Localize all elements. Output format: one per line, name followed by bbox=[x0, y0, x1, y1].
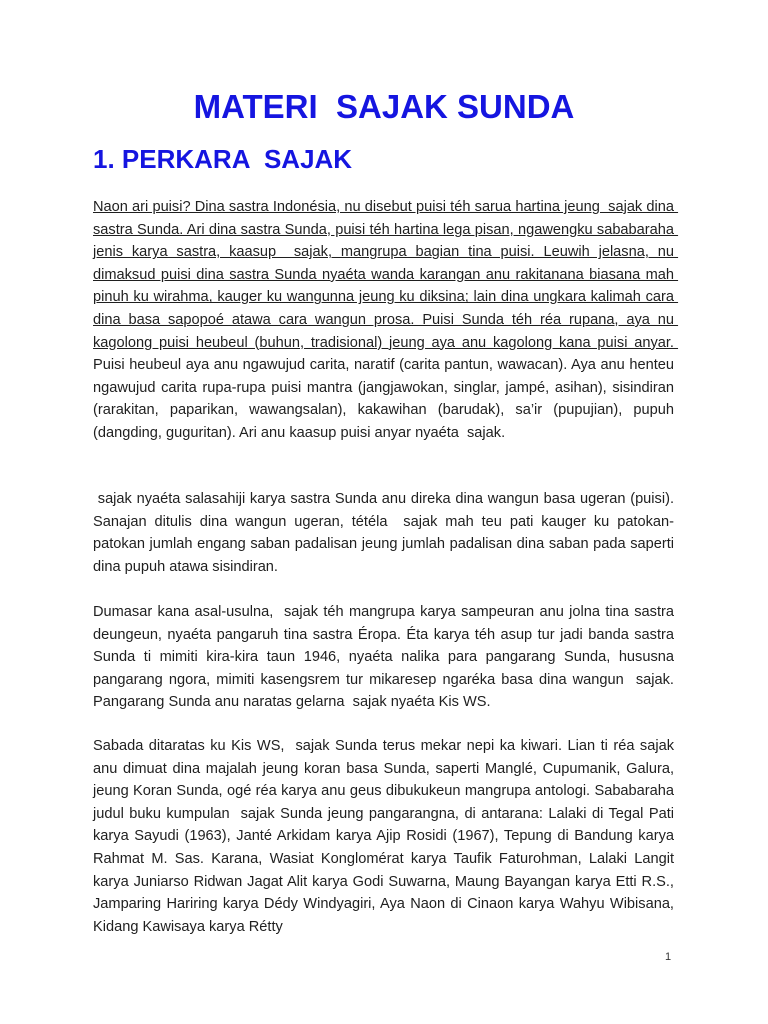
underlined-text: Naon ari puisi? Dina sastra Indonésia, nu disebut puisi téh sarua hartina jeung sajak dina sastra Sunda. Ari dina sastra Sunda, puisi téh hartina lega pisan, ngawengku sababaraha jenis karya sastra, kaasup sajak, mangrupa bagian tina puisi. Leuwih jelasna, nu dimaksud puisi dina sastra Sunda nyaéta wanda karangan anu rakitanana biasana mah pinuh ku wirahma, kauger ku wangunna jeung ku diksina; lain dina ungkara kalimah cara dina basa sapopoé atawa cara wangun prosa. Puisi Sunda téh réa rupana, aya nu kagolong puisi heubeul (buhun, tradisional) jeung aya anu kagolong kana puisi anyar. bbox=[93, 199, 679, 351]
document-title: MATERI SAJAK SUNDA bbox=[193, 88, 575, 125]
paragraph-3: Dumasar kana asal-usulna, sajak téh mangrupa karya sampeuran anu jolna tina sastra deungeun, nyaéta pangaruh tina sastra Éropa. Éta karya téh asup tur jadi banda sastra Sunda ti mimiti kira-kira taun 1946, nyaéta nalika para pangarang Sunda, hususna pangarang ngora, mimiti kasengsrem tur mikaresep ngaréka basa dina wangun sajak. Pangarang Sunda anu naratas gelarna sajak nyaéta Kis WS. bbox=[93, 604, 679, 711]
page-number: 1 bbox=[665, 951, 672, 963]
paragraph-1 bbox=[93, 196, 679, 445]
paragraph-4: Sabada ditaratas ku Kis WS, sajak Sunda terus mekar nepi ka kiwari. Lian ti réa sajak anu dimuat dina majalah jeung koran basa Sunda, saperti Manglé, Cupumanik, Galura, jeung Koran Sunda, ogé réa karya anu geus dibukukeun mangrupa antologi. Sababaraha judul buku kumpulan sajak Sunda jeung pangarangna, di antarana: Lalaki di Tegal Pati karya Sayudi (1963), Janté Arkidam karya Ajip Rosidi (1967), Tepung di Bandung karya Rahmat M. Sas. Karana, Wasiat Konglomérat karya Taufik Faturohman, Lalaki Langit karya Juniarso Ridwan Jagat Alit karya Godi Suwarna, Maung Bayangan karya Etti R.S., Jamparing Hariring karya Dédy Windyagiri, Aya Naon di Cinaon karya Wahyu Wibisana, Kidang Kawisaya karya Rétty bbox=[93, 738, 679, 935]
paragraph-1-rest: Puisi heubeul aya anu ngawujud carita, naratif (carita pantun, wawacan). Aya anu henteu ngawujud carita rupa-rupa puisi mantra (jangjawokan, singlar, jampé, asihan), sisindiran (rarakitan, paparikan, wawangsalan), kakawihan (barudak), sa’ir (pupujian), pupuh (dangding, guguritan). Ari anu kaasup puisi anyar nyaéta sajak. bbox=[93, 357, 679, 441]
paragraph-2: sajak nyaéta salasahiji karya sastra Sunda anu direka dina wangun basa ugeran (puisi). Sanajan ditulis dina wangun ugeran, tétéla sajak mah teu pati kauger ku patokan-patokan jumlah engang saban padalisan jeung jumlah padalisan dina saban pada saperti dina pupuh atawa sisindiran. bbox=[93, 491, 679, 575]
section-heading: 1. PERKARA SAJAK bbox=[93, 144, 353, 174]
